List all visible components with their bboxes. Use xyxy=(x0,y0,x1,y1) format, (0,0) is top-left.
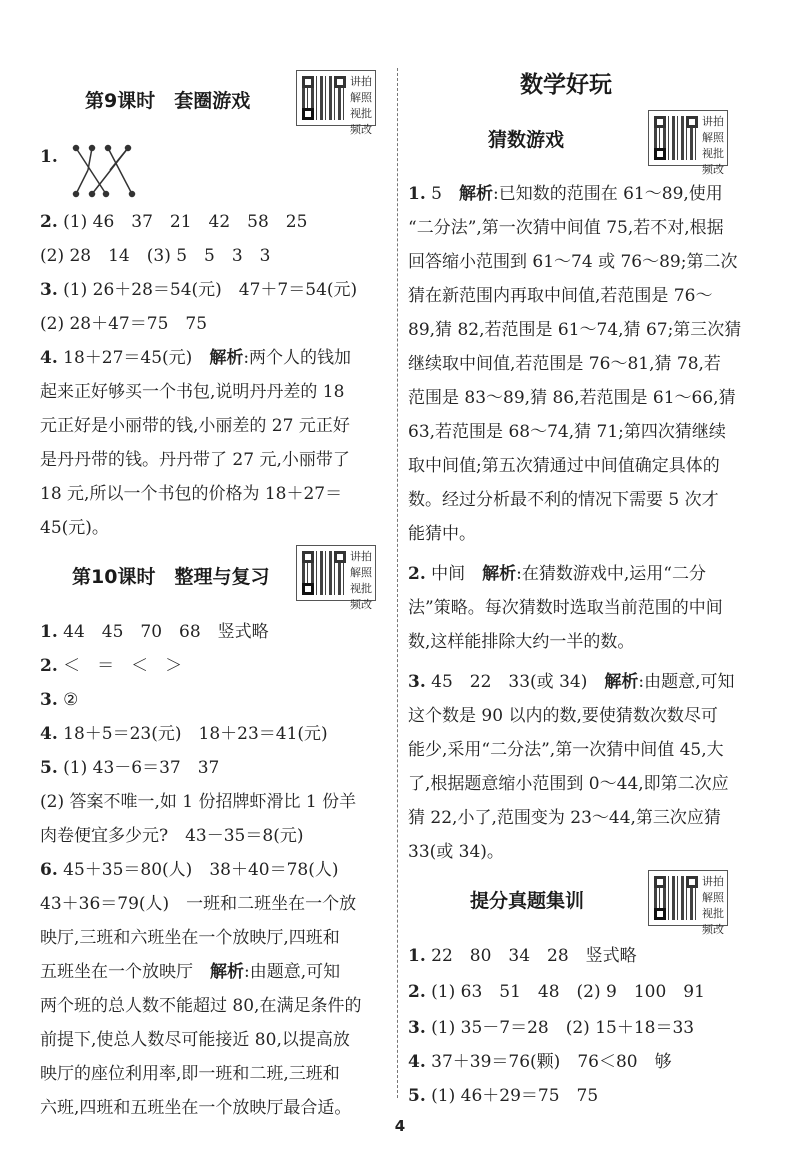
answer-line: 继续取中间值,若范围是 76～81,猜 78,若 xyxy=(408,354,721,374)
answer-line: 18 元,所以一个书包的价格为 18＋27＝ xyxy=(40,484,343,504)
answer-line: 映厅,三班和六班坐在一个放映厅,四班和 xyxy=(40,928,340,948)
lesson10-title: 第10课时 整理与复习 xyxy=(72,566,270,588)
answer-line: 是丹丹带的钱。丹丹带了 27 元,小丽带了 xyxy=(40,450,350,470)
answer-line: “二分法”,第一次猜中间值 75,若不对,根据 xyxy=(408,218,724,238)
answer-line: 能少,采用“二分法”,第一次猜中间值 45,大 xyxy=(408,740,724,760)
answer-line: 五班坐在一个放映厅 解析:由题意,可知 xyxy=(40,962,341,982)
answer-line: 6. 45＋35＝80(人) 38＋40＝78(人) xyxy=(40,860,339,880)
answer-line: 回答缩小范围到 61～74 或 76～89;第二次 xyxy=(408,252,738,272)
answer-line: 3. 45 22 33(或 34) 解析:由题意,可知 xyxy=(408,672,735,692)
answer-line: 5. (1) 46＋29＝75 75 xyxy=(408,1086,599,1106)
answer-line: 取中间值;第五次猜通过中间值确定具体的 xyxy=(408,456,720,476)
answer-line: (2) 28＋47＝75 75 xyxy=(40,314,208,334)
answer-line: 起来正好够买一个书包,说明丹丹差的 18 xyxy=(40,382,345,402)
qr-code-icon[interactable]: 讲拍解照视批频改 xyxy=(648,870,728,926)
qr-label: 讲拍解照视批频改 xyxy=(350,75,372,136)
chapter-header: 数学好玩 xyxy=(520,72,612,98)
column-divider xyxy=(397,68,398,1098)
answer-line: 两个班的总人数不能超过 80,在满足条件的 xyxy=(40,996,362,1016)
answer-line: 3. (1) 26＋28＝54(元) 47＋7＝54(元) xyxy=(40,280,358,300)
answer-line: 43＋36＝79(人) 一班和二班坐在一个放 xyxy=(40,894,357,914)
answer-line: 能猜中。 xyxy=(408,524,476,544)
answer-line: 5. (1) 43－6＝37 37 xyxy=(40,758,220,778)
page-number: 4 xyxy=(394,1117,406,1135)
answer-line: (2) 答案不唯一,如 1 份招牌虾滑比 1 份羊 xyxy=(40,792,357,812)
answer-line: (2) 28 14 (3) 5 5 3 3 xyxy=(40,246,271,266)
answer-line: 3. ② xyxy=(40,690,79,710)
answer-line: 4. 18＋5＝23(元) 18＋23＝41(元) xyxy=(40,724,328,744)
answer-line: 2. ＜ ＝ ＜ ＞ xyxy=(40,656,183,676)
lesson9-title: 第9课时 套圈游戏 xyxy=(85,90,251,112)
answer-line: 2. (1) 46 37 21 42 58 25 xyxy=(40,212,308,232)
answer-line: 3. (1) 35－7＝28 (2) 15＋18＝33 xyxy=(408,1018,695,1038)
answer-line: 映厅的座位利用率,即一班和二班,三班和 xyxy=(40,1064,340,1084)
answer-line: 数。经过分析最不利的情况下需要 5 次才 xyxy=(408,490,719,510)
answer-line: 这个数是 90 以内的数,要使猜数次数尽可 xyxy=(408,706,718,726)
answer-line: 1. 44 45 70 68 竖式略 xyxy=(40,622,269,642)
answer-line: 4. 37＋39＝76(颗) 76＜80 够 xyxy=(408,1052,672,1072)
answer-line: 范围是 83～89,猜 86,若范围是 61～66,猜 xyxy=(408,388,736,408)
answer-line: 4. 18＋27＝45(元) 解析:两个人的钱加 xyxy=(40,348,352,368)
answer-line: 89,猜 82,若范围是 61～74,猜 67;第三次猜 xyxy=(408,320,742,340)
answer-line: 猜 22,小了,范围变为 23～44,第三次应猜 xyxy=(408,808,721,828)
qr-code-icon[interactable]: 讲拍解照视批频改 xyxy=(648,110,728,166)
qr-code-icon[interactable] xyxy=(296,70,376,136)
answer-line: 45(元)。 xyxy=(40,518,109,538)
answer-line: 了,根据题意缩小范围到 0～44,即第二次应 xyxy=(408,774,729,794)
answer-line: 1. xyxy=(40,147,58,167)
answer-line: 前提下,使总人数尽可能接近 80,以提高放 xyxy=(40,1030,350,1050)
answer-line: 2. (1) 63 51 48 (2) 9 100 91 xyxy=(408,982,705,1002)
answer-line: 肉卷便宜多少元? 43－35＝8(元) xyxy=(40,826,304,846)
qr-code-icon[interactable]: 讲拍解照视批频改 xyxy=(296,545,376,601)
answer-line: 法”策略。每次猜数时选取当前范围的中间 xyxy=(408,598,723,618)
answer-line: 数,这样能排除大约一半的数。 xyxy=(408,632,635,652)
guess-game-title: 猜数游戏 xyxy=(488,129,565,151)
answer-line: 33(或 34)。 xyxy=(408,842,504,862)
answer-line: 63,若范围是 68～74,猜 71;第四次猜继续 xyxy=(408,422,726,442)
answer-line: 猜在新范围内再取中间值,若范围是 76～ xyxy=(408,286,713,306)
answer-line: 1. 22 80 34 28 竖式略 xyxy=(408,946,637,966)
answer-line: 1. 5 解析:已知数的范围在 61～89,使用 xyxy=(408,184,723,204)
answer-line: 元正好是小丽带的钱,小丽差的 27 元正好 xyxy=(40,416,350,436)
answer-line: 六班,四班和五班坐在一个放映厅最合适。 xyxy=(40,1098,352,1118)
training-title: 提分真题集训 xyxy=(470,890,585,912)
matching-lines-diagram xyxy=(70,142,160,200)
answer-line: 2. 中间 解析:在猜数游戏中,运用“二分 xyxy=(408,564,706,584)
